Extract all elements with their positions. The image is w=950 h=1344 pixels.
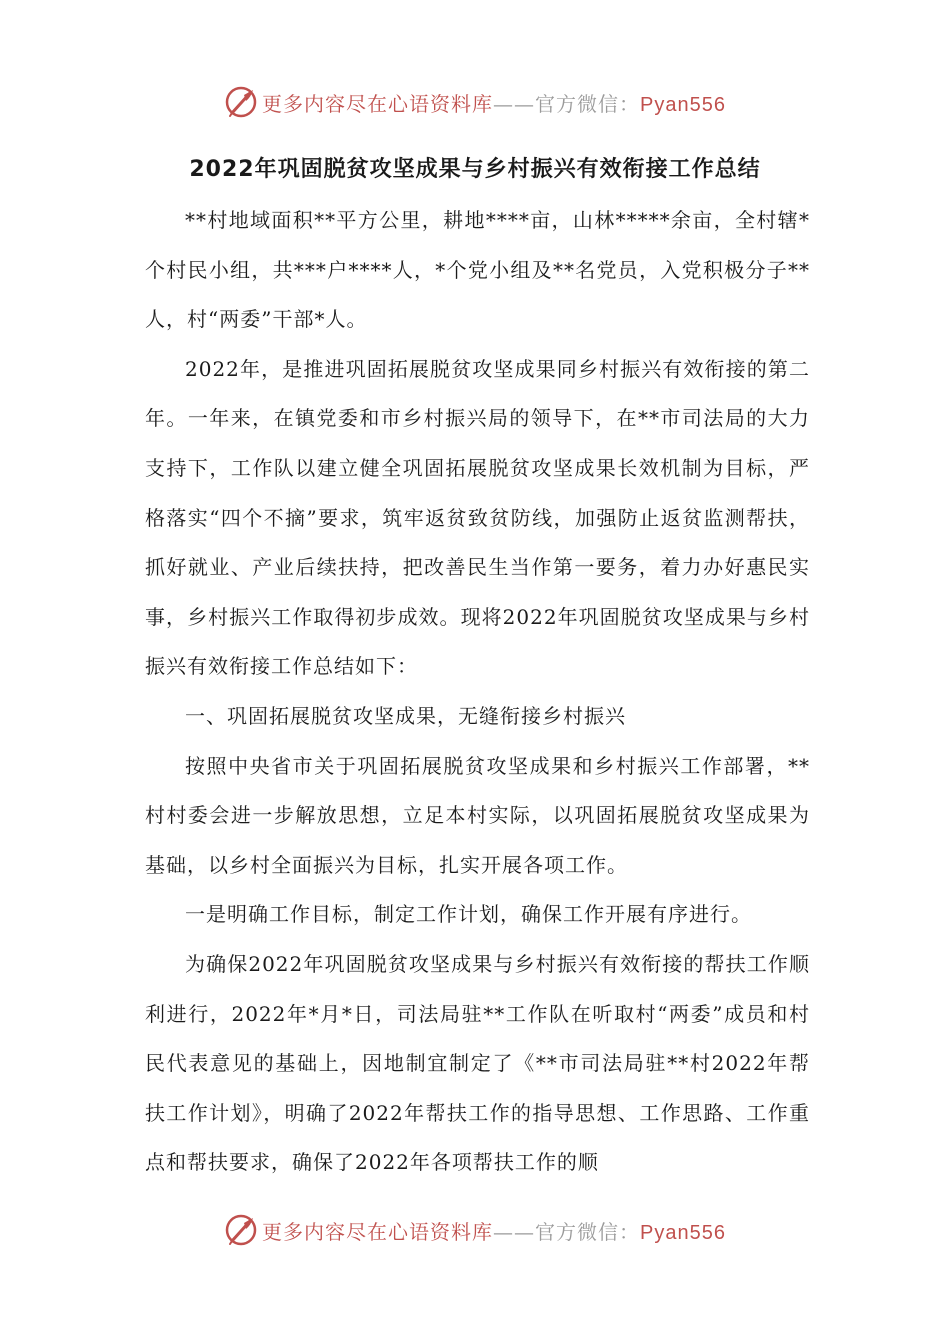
banner-separator: —— [493,1219,536,1244]
header-watermark-banner [0,82,950,122]
document-body [145,196,810,1188]
quill-pen-logo-icon [224,1213,258,1247]
paragraph-work-plan: 为确保2022年巩固脱贫攻坚成果与乡村振兴有效衔接的帮扶工作顺利进行，2022年*月*日，司法局驻**工作队在听取村“两委”成员和村民代表意见的基础上，因地制宜制定了《**市司法局驻**村2022年帮扶工作计划》，明确了2022年帮扶工作的指导思想、工作思路、工作重点和帮扶要求，确保了2022年各项帮扶工作的顺 [145,951,810,1175]
banner-wechat-label: 官方微信： [535,1219,641,1244]
banner-main-text: 更多内容尽在心语资料库 [262,91,494,116]
banner-wechat-id: Pyan556 [640,93,726,116]
footer-watermark-banner [0,1210,950,1250]
banner-text [262,88,726,117]
document-title: 2022年巩固脱贫攻坚成果与乡村振兴有效衔接工作总结 [189,157,761,182]
section-heading-1: 一、巩固拓展脱贫攻坚成果，无缝衔接乡村振兴 [185,703,626,728]
banner-wechat-label: 官方微信： [535,91,641,116]
banner-wechat-id: Pyan556 [640,1221,726,1244]
subheading-work-goals: 一是明确工作目标，制定工作计划，确保工作开展有序进行。 [185,902,752,927]
paragraph-village-overview: **村地域面积**平方公里，耕地****亩，山林*****余亩，全村辖*个村民小组，共***户****人，*个党小组及**名党员，入党积极分子**人，村“两委”干部*人。 [145,208,810,332]
paragraph-deployment: 按照中央省市关于巩固拓展脱贫攻坚成果和乡村振兴工作部署，**村村委会进一步解放思想，立足本村实际，以巩固拓展脱贫攻坚成果为基础，以乡村全面振兴为目标，扎实开展各项工作。 [145,753,810,877]
paragraph-year-summary: 2022年，是推进巩固拓展脱贫攻坚成果同乡村振兴有效衔接的第二年。一年来，在镇党委和市乡村振兴局的领导下，在**市司法局的大力支持下，工作队以建立健全巩固拓展脱贫攻坚成果长效机制为目标，严格落实“四个不摘”要求，筑牢返贫致贫防线，加强防止返贫监测帮扶，抓好就业、产业后续扶持，把改善民生当作第一要务，着力办好惠民实事，乡村振兴工作取得初步成效。现将2022年巩固脱贫攻坚成果与乡村振兴有效衔接工作总结如下： [145,356,810,679]
banner-separator: —— [493,91,536,116]
banner-text [262,1216,726,1245]
quill-pen-logo-icon [224,85,258,119]
banner-main-text: 更多内容尽在心语资料库 [262,1219,494,1244]
